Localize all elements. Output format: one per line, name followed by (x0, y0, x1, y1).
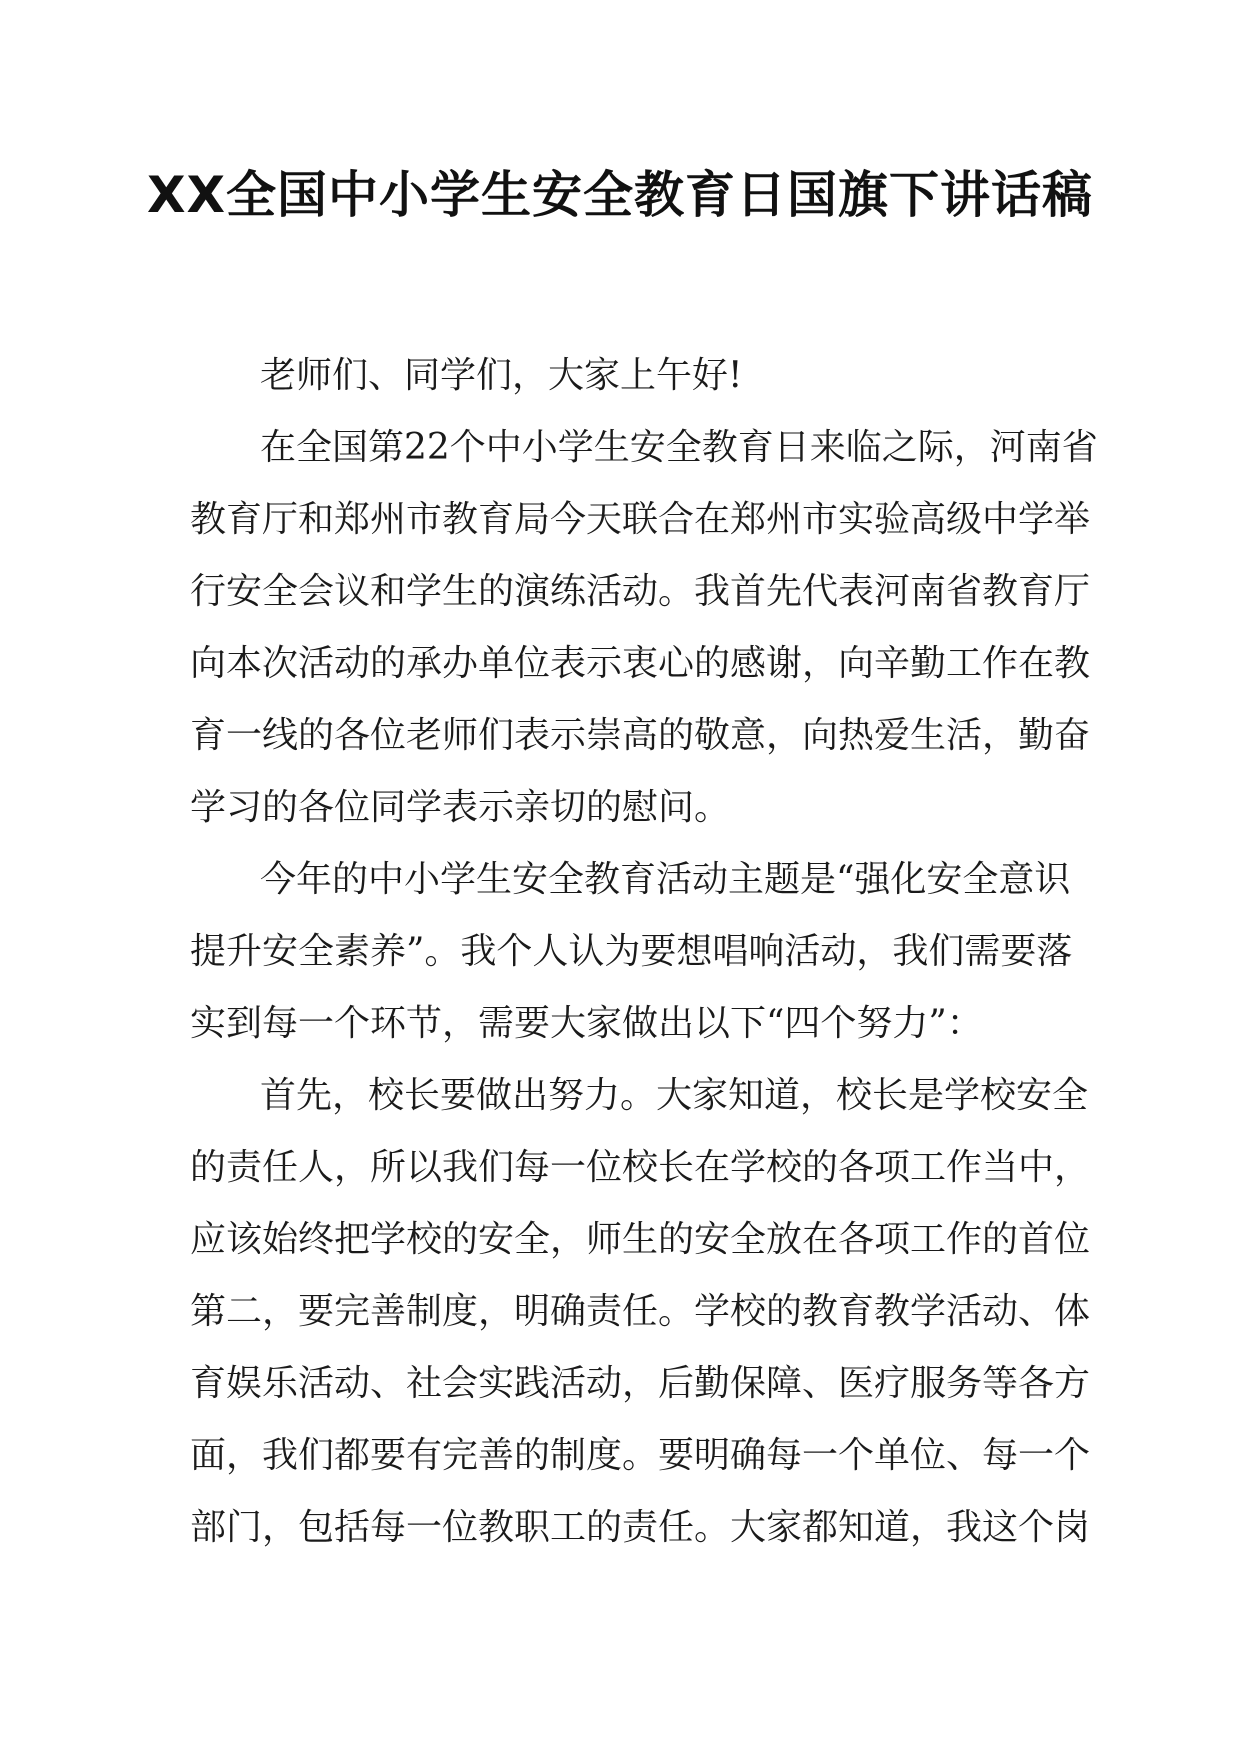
paragraph-1-line-2: 教育厅和郑州市教育局今天联合在郑州市实验高级中学举 (190, 499, 1091, 540)
paragraph-1-line-4: 向本次活动的承办单位表示衷心的感谢，向辛勤工作在教 (190, 643, 1091, 684)
document-title: XX全国中小学生安全教育日国旗下讲话稿 (146, 166, 1094, 224)
paragraph-1-line-1: 在全国第22个中小学生安全教育日来临之际，河南省 (260, 427, 1098, 468)
paragraph-3-line-3: 应该始终把学校的安全，师生的安全放在各项工作的首位 (190, 1219, 1091, 1260)
paragraph-3-line-1: 首先，校长要做出努力。大家知道，校长是学校安全 (260, 1075, 1089, 1116)
paragraph-1-line-3: 行安全会议和学生的演练活动。我首先代表河南省教育厅 (190, 571, 1091, 612)
document-body (190, 340, 1098, 1564)
paragraph-1-line-5: 育一线的各位老师们表示崇高的敬意，向热爱生活，勤奋 (190, 715, 1091, 756)
paragraph-3-line-7: 部门，包括每一位教职工的责任。大家都知道，我这个岗 (190, 1507, 1091, 1548)
greeting-line: 老师们、同学们，大家上午好! (260, 355, 743, 396)
paragraph-2-line-1: 今年的中小学生安全教育活动主题是“强化安全意识 (260, 859, 1071, 900)
paragraph-2-line-2: 提升安全素养”。我个人认为要想唱响活动，我们需要落 (190, 931, 1073, 972)
paragraph-2-line-3: 实到每一个环节，需要大家做出以下“四个努力”： (190, 1003, 983, 1044)
paragraph-1-line-6: 学习的各位同学表示亲切的慰问。 (190, 787, 731, 828)
paragraph-3-line-2: 的责任人，所以我们每一位校长在学校的各项工作当中， (190, 1147, 1091, 1188)
paragraph-3-line-4: 第二，要完善制度，明确责任。学校的教育教学活动、体 (190, 1291, 1091, 1332)
paragraph-3-line-5: 育娱乐活动、社会实践活动，后勤保障、医疗服务等各方 (190, 1363, 1091, 1404)
paragraph-3-line-6: 面，我们都要有完善的制度。要明确每一个单位、每一个 (190, 1435, 1091, 1476)
